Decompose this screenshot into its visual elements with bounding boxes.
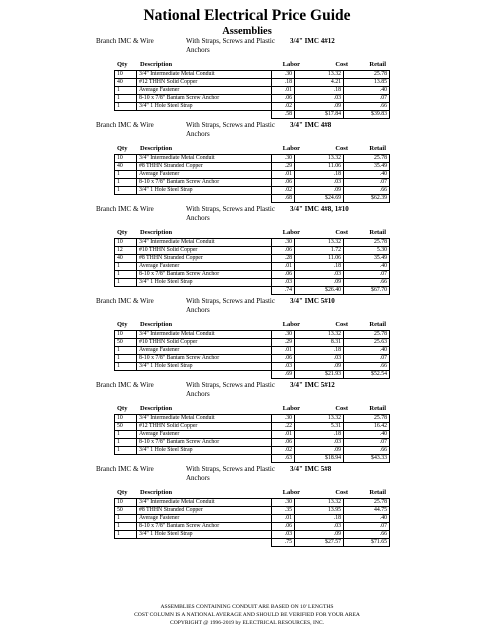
header-labor: Labor [282, 405, 300, 412]
assembly-block [0, 205, 494, 293]
cell-description: #8 THHN Stranded Copper [137, 507, 272, 515]
assembly-table [114, 154, 390, 203]
cell-labor: .06 [272, 439, 295, 447]
cell-labor: .06 [272, 523, 295, 531]
total-row [115, 371, 390, 379]
table-row [115, 415, 390, 423]
cell-labor: .30 [272, 331, 295, 339]
cell-qty: 1 [115, 347, 137, 355]
cell-description: Average Fastener [137, 171, 272, 179]
total-retail: $62.39 [344, 195, 390, 203]
table-row [115, 95, 390, 103]
total-row [115, 455, 390, 463]
cell-description: 3/4" Intermediate Metal Conduit [137, 71, 272, 79]
cell-qty: 1 [115, 363, 137, 371]
cell-description: 3/4" 1 Hole Steel Strap [137, 531, 272, 539]
cell-description: 8-10 x 7/8" Bantam Screw Anchor [137, 439, 272, 447]
cell-description: 3/4" Intermediate Metal Conduit [137, 499, 272, 507]
assembly-description: With Straps, Screws and Plastic Anchors [186, 205, 275, 222]
total-spacer [137, 111, 272, 119]
cell-retail: 25.78 [344, 331, 390, 339]
cell-retail: .66 [344, 187, 390, 195]
header-qty: Qty [117, 145, 128, 152]
cell-cost: .03 [295, 523, 344, 531]
cell-labor: .02 [272, 447, 295, 455]
cell-retail: .07 [344, 179, 390, 187]
cell-labor: .01 [272, 515, 295, 523]
page-subtitle: Assemblies [222, 26, 272, 37]
footer-line-cost-note: COST COLUMN IS A NATIONAL AVERAGE AND SHOULD BE VERIFIED FOR YOUR AREA [134, 612, 360, 618]
cell-cost: 13.32 [295, 71, 344, 79]
total-cost: $17.84 [295, 111, 344, 119]
assembly-table [114, 498, 390, 547]
cell-retail: 25.78 [344, 71, 390, 79]
cell-labor: .03 [272, 279, 295, 287]
cell-qty: 50 [115, 507, 137, 515]
table-row [115, 531, 390, 539]
cell-qty: 1 [115, 103, 137, 111]
assembly-description: With Straps, Screws and Plastic Anchors [186, 381, 275, 398]
header-labor: Labor [282, 145, 300, 152]
table-row [115, 515, 390, 523]
page-title: National Electrical Price Guide [143, 7, 351, 24]
total-labor: .63 [272, 455, 295, 463]
cell-cost: .18 [295, 263, 344, 271]
cell-retail: .40 [344, 515, 390, 523]
cell-cost: 1.72 [295, 247, 344, 255]
table-row [115, 439, 390, 447]
cell-cost: .03 [295, 439, 344, 447]
header-qty: Qty [117, 229, 128, 236]
total-spacer [115, 539, 137, 547]
cell-cost: 13.95 [295, 507, 344, 515]
cell-cost: 13.32 [295, 415, 344, 423]
table-row [115, 155, 390, 163]
cell-retail: 25.78 [344, 239, 390, 247]
cell-cost: .18 [295, 431, 344, 439]
cell-retail: .40 [344, 263, 390, 271]
cell-cost: 13.32 [295, 499, 344, 507]
total-cost: $24.69 [295, 195, 344, 203]
cell-retail: 25.63 [344, 339, 390, 347]
cell-cost: 13.32 [295, 239, 344, 247]
cell-retail: 16.42 [344, 423, 390, 431]
cell-qty: 1 [115, 523, 137, 531]
cell-labor: .29 [272, 163, 295, 171]
cell-qty: 50 [115, 423, 137, 431]
cell-qty: 10 [115, 155, 137, 163]
table-row [115, 179, 390, 187]
header-retail: Retail [369, 405, 386, 412]
assembly-code: 3/4" IMC 5#12 [290, 381, 335, 389]
cell-qty: 10 [115, 331, 137, 339]
cell-retail: .40 [344, 87, 390, 95]
cell-cost: .18 [295, 515, 344, 523]
cell-labor: .28 [272, 255, 295, 263]
total-spacer [115, 287, 137, 295]
header-cost: Cost [335, 61, 348, 68]
total-retail: $52.54 [344, 371, 390, 379]
total-spacer [137, 371, 272, 379]
total-labor: .75 [272, 539, 295, 547]
assembly-code: 3/4" IMC 5#8 [290, 465, 332, 473]
header-cost: Cost [335, 229, 348, 236]
cell-labor: .06 [272, 179, 295, 187]
cell-cost: .03 [295, 355, 344, 363]
total-row [115, 287, 390, 295]
total-row [115, 111, 390, 119]
header-retail: Retail [369, 229, 386, 236]
cell-cost: 11.06 [295, 255, 344, 263]
cell-labor: .01 [272, 87, 295, 95]
header-retail: Retail [369, 489, 386, 496]
total-cost: $21.93 [295, 371, 344, 379]
header-description: Description [140, 489, 173, 496]
total-spacer [137, 287, 272, 295]
total-labor: .58 [272, 111, 295, 119]
cell-qty: 1 [115, 447, 137, 455]
cell-cost: .09 [295, 187, 344, 195]
header-description: Description [140, 405, 173, 412]
table-row [115, 507, 390, 515]
cell-description: 3/4" 1 Hole Steel Strap [137, 187, 272, 195]
cell-qty: 12 [115, 247, 137, 255]
assembly-code: 3/4" IMC 4#12 [290, 37, 335, 45]
cell-description: 8-10 x 7/8" Bantam Screw Anchor [137, 179, 272, 187]
table-row [115, 423, 390, 431]
cell-description: 3/4" Intermediate Metal Conduit [137, 239, 272, 247]
cell-retail: 25.78 [344, 415, 390, 423]
cell-description: 3/4" Intermediate Metal Conduit [137, 331, 272, 339]
table-row [115, 271, 390, 279]
cell-description: 3/4" 1 Hole Steel Strap [137, 447, 272, 455]
cell-cost: .09 [295, 531, 344, 539]
cell-cost: .09 [295, 363, 344, 371]
header-description: Description [140, 321, 173, 328]
total-spacer [115, 455, 137, 463]
header-qty: Qty [117, 489, 128, 496]
cell-retail: 35.49 [344, 163, 390, 171]
cell-labor: .01 [272, 347, 295, 355]
cell-description: 8-10 x 7/8" Bantam Screw Anchor [137, 523, 272, 531]
table-row [115, 355, 390, 363]
table-row [115, 163, 390, 171]
assembly-category: Branch IMC & Wire [96, 297, 154, 305]
table-header [0, 489, 494, 497]
cell-labor: .29 [272, 339, 295, 347]
header-labor: Labor [282, 61, 300, 68]
cell-labor: .30 [272, 239, 295, 247]
cell-description: Average Fastener [137, 431, 272, 439]
cell-description: 8-10 x 7/8" Bantam Screw Anchor [137, 271, 272, 279]
cell-qty: 10 [115, 71, 137, 79]
cell-retail: 25.78 [344, 155, 390, 163]
cell-retail: .40 [344, 171, 390, 179]
cell-retail: .40 [344, 431, 390, 439]
cell-description: #12 THHN Solid Copper [137, 423, 272, 431]
cell-retail: .40 [344, 347, 390, 355]
cell-labor: .30 [272, 155, 295, 163]
cell-qty: 1 [115, 531, 137, 539]
footer-line-copyright: COPYRIGHT @ 1996-2019 by ELECTRICAL RESOURCES, INC. [169, 620, 324, 626]
assembly-description: With Straps, Screws and Plastic Anchors [186, 121, 275, 138]
table-row [115, 71, 390, 79]
cell-labor: .03 [272, 363, 295, 371]
cell-qty: 10 [115, 415, 137, 423]
assembly-block [0, 297, 494, 379]
cell-qty: 40 [115, 79, 137, 87]
header-labor: Labor [282, 489, 300, 496]
cell-description: #8 THHN Stranded Copper [137, 163, 272, 171]
cell-cost: .09 [295, 103, 344, 111]
table-header [0, 321, 494, 329]
table-row [115, 339, 390, 347]
cell-description: 3/4" Intermediate Metal Conduit [137, 155, 272, 163]
assembly-block [0, 37, 494, 119]
header-cost: Cost [335, 145, 348, 152]
total-cost: $26.40 [295, 287, 344, 295]
cell-qty: 50 [115, 339, 137, 347]
cell-labor: .06 [272, 271, 295, 279]
header-qty: Qty [117, 61, 128, 68]
header-cost: Cost [335, 321, 348, 328]
assembly-block [0, 121, 494, 203]
assembly-block [0, 381, 494, 463]
cell-retail: 13.85 [344, 79, 390, 87]
table-row [115, 255, 390, 263]
total-spacer [115, 371, 137, 379]
header-cost: Cost [335, 405, 348, 412]
cell-retail: .07 [344, 271, 390, 279]
assembly-code: 3/4" IMC 5#10 [290, 297, 335, 305]
table-header [0, 61, 494, 69]
cell-description: Average Fastener [137, 87, 272, 95]
cell-retail: .66 [344, 363, 390, 371]
cell-cost: .03 [295, 271, 344, 279]
cell-qty: 1 [115, 515, 137, 523]
cell-qty: 1 [115, 279, 137, 287]
table-row [115, 363, 390, 371]
total-retail: $39.83 [344, 111, 390, 119]
table-row [115, 247, 390, 255]
cell-description: 8-10 x 7/8" Bantam Screw Anchor [137, 355, 272, 363]
cell-labor: .06 [272, 355, 295, 363]
cell-cost: 5.31 [295, 423, 344, 431]
cell-labor: .01 [272, 263, 295, 271]
assembly-table [114, 70, 390, 119]
total-cost: $18.94 [295, 455, 344, 463]
cell-labor: .01 [272, 171, 295, 179]
table-row [115, 431, 390, 439]
cell-retail: .07 [344, 355, 390, 363]
header-labor: Labor [282, 321, 300, 328]
cell-labor: .30 [272, 499, 295, 507]
table-row [115, 263, 390, 271]
footer [0, 603, 494, 627]
table-row [115, 79, 390, 87]
cell-retail: .66 [344, 447, 390, 455]
cell-retail: 35.49 [344, 255, 390, 263]
table-row [115, 103, 390, 111]
cell-cost: .18 [295, 87, 344, 95]
cell-qty: 1 [115, 355, 137, 363]
header-description: Description [140, 61, 173, 68]
table-row [115, 347, 390, 355]
total-row [115, 195, 390, 203]
cell-cost: 13.32 [295, 155, 344, 163]
table-row [115, 187, 390, 195]
cell-qty: 1 [115, 271, 137, 279]
assembly-category: Branch IMC & Wire [96, 37, 154, 45]
cell-cost: .03 [295, 95, 344, 103]
header-labor: Labor [282, 229, 300, 236]
total-retail: $43.33 [344, 455, 390, 463]
cell-qty: 40 [115, 255, 137, 263]
assembly-code: 3/4" IMC 4#8 [290, 121, 332, 129]
cell-description: Average Fastener [137, 263, 272, 271]
assembly-block [0, 465, 494, 547]
cell-qty: 1 [115, 95, 137, 103]
cell-description: 3/4" 1 Hole Steel Strap [137, 363, 272, 371]
cell-cost: 13.32 [295, 331, 344, 339]
total-labor: .68 [272, 195, 295, 203]
total-spacer [115, 111, 137, 119]
table-header [0, 145, 494, 153]
header-qty: Qty [117, 321, 128, 328]
cell-labor: .06 [272, 247, 295, 255]
table-row [115, 87, 390, 95]
footer-line-lengths: ASSEMBLIES CONTAINING CONDUIT ARE BASED ON 10' LENGTHS [160, 604, 334, 610]
cell-qty: 1 [115, 439, 137, 447]
cell-qty: 10 [115, 239, 137, 247]
header-cost: Cost [335, 489, 348, 496]
cell-retail: 25.78 [344, 499, 390, 507]
cell-labor: .02 [272, 103, 295, 111]
header-qty: Qty [117, 405, 128, 412]
table-row [115, 239, 390, 247]
cell-cost: .18 [295, 171, 344, 179]
header-description: Description [140, 145, 173, 152]
assembly-table [114, 414, 390, 463]
cell-description: 3/4" Intermediate Metal Conduit [137, 415, 272, 423]
cell-cost: .09 [295, 279, 344, 287]
cell-labor: .01 [272, 431, 295, 439]
header-description: Description [140, 229, 173, 236]
header-retail: Retail [369, 321, 386, 328]
assembly-category: Branch IMC & Wire [96, 465, 154, 473]
cell-qty: 1 [115, 179, 137, 187]
cell-labor: .22 [272, 423, 295, 431]
total-row [115, 539, 390, 547]
cell-retail: .66 [344, 279, 390, 287]
cell-qty: 1 [115, 263, 137, 271]
table-row [115, 523, 390, 531]
cell-description: 8-10 x 7/8" Bantam Screw Anchor [137, 95, 272, 103]
cell-retail: .07 [344, 95, 390, 103]
table-row [115, 447, 390, 455]
cell-qty: 1 [115, 87, 137, 95]
cell-cost: 11.06 [295, 163, 344, 171]
cell-cost: .09 [295, 447, 344, 455]
header-retail: Retail [369, 145, 386, 152]
total-spacer [137, 539, 272, 547]
assembly-category: Branch IMC & Wire [96, 205, 154, 213]
cell-cost: 8.31 [295, 339, 344, 347]
cell-description: Average Fastener [137, 347, 272, 355]
total-spacer [115, 195, 137, 203]
assembly-description: With Straps, Screws and Plastic Anchors [186, 37, 275, 54]
cell-description: 3/4" 1 Hole Steel Strap [137, 103, 272, 111]
cell-qty: 1 [115, 431, 137, 439]
cell-description: #10 THHN Solid Copper [137, 247, 272, 255]
assembly-table [114, 238, 390, 295]
total-labor: .74 [272, 287, 295, 295]
cell-labor: .06 [272, 95, 295, 103]
total-spacer [137, 455, 272, 463]
cell-qty: 1 [115, 171, 137, 179]
cell-description: Average Fastener [137, 515, 272, 523]
assembly-category: Branch IMC & Wire [96, 381, 154, 389]
cell-retail: 44.75 [344, 507, 390, 515]
cell-cost: .03 [295, 179, 344, 187]
assembly-code: 3/4" IMC 4#8, 1#10 [290, 205, 349, 213]
cell-description: #10 THHN Solid Copper [137, 339, 272, 347]
cell-retail: .66 [344, 531, 390, 539]
total-labor: .69 [272, 371, 295, 379]
cell-labor: .02 [272, 187, 295, 195]
table-row [115, 499, 390, 507]
assembly-description: With Straps, Screws and Plastic Anchors [186, 297, 275, 314]
table-row [115, 171, 390, 179]
total-retail: $71.65 [344, 539, 390, 547]
cell-cost: 4.21 [295, 79, 344, 87]
table-header [0, 405, 494, 413]
cell-labor: .03 [272, 531, 295, 539]
cell-retail: .07 [344, 439, 390, 447]
cell-description: 3/4" 1 Hole Steel Strap [137, 279, 272, 287]
cell-description: #8 THHN Stranded Copper [137, 255, 272, 263]
cell-cost: .18 [295, 347, 344, 355]
cell-description: #12 THHN Solid Copper [137, 79, 272, 87]
table-row [115, 331, 390, 339]
cell-labor: .18 [272, 79, 295, 87]
assembly-description: With Straps, Screws and Plastic Anchors [186, 465, 275, 482]
header-retail: Retail [369, 61, 386, 68]
table-row [115, 279, 390, 287]
cell-qty: 1 [115, 187, 137, 195]
table-header [0, 229, 494, 237]
cell-retail: .07 [344, 523, 390, 531]
cell-labor: .35 [272, 507, 295, 515]
total-cost: $27.57 [295, 539, 344, 547]
cell-qty: 40 [115, 163, 137, 171]
cell-labor: .30 [272, 71, 295, 79]
cell-retail: 5.30 [344, 247, 390, 255]
cell-retail: .66 [344, 103, 390, 111]
assembly-table [114, 330, 390, 379]
assembly-category: Branch IMC & Wire [96, 121, 154, 129]
total-retail: $67.70 [344, 287, 390, 295]
total-spacer [137, 195, 272, 203]
cell-labor: .30 [272, 415, 295, 423]
cell-qty: 10 [115, 499, 137, 507]
